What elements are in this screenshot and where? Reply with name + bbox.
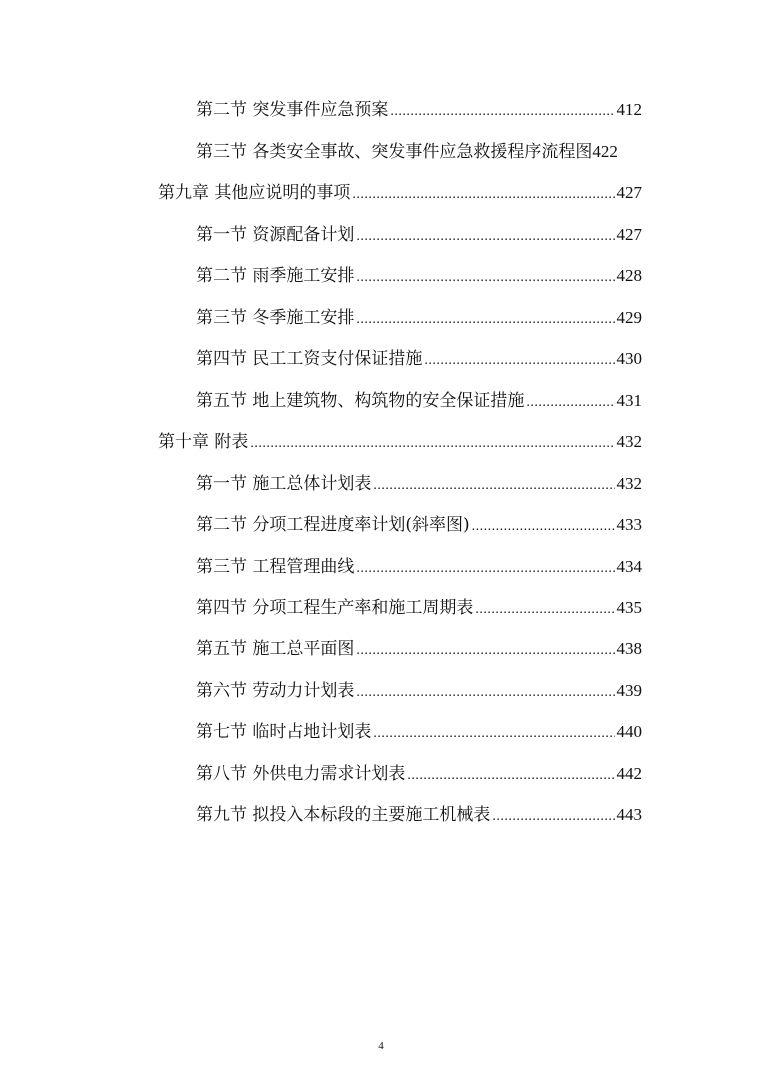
toc-entry-label: 第十章 附表 (158, 432, 249, 452)
toc-leader-dots (492, 805, 614, 829)
toc-entry-page: 427 (616, 225, 642, 244)
toc-entry-label: 第一节 资源配备计划 (196, 225, 355, 245)
toc-entry-label: 第六节 劳动力计划表 (196, 681, 355, 701)
toc-entry-page: 438 (616, 639, 642, 658)
toc-entry[interactable] (196, 555, 642, 579)
toc-entry-label: 第二节 分项工程进度率计划(斜率图) (196, 515, 470, 535)
toc-leader-dots (356, 225, 614, 249)
toc-leader-dots (356, 557, 614, 581)
toc-entry-page: 412 (616, 100, 642, 119)
toc-leader-dots (356, 266, 614, 290)
toc-leader-dots (526, 391, 614, 415)
toc-leader-dots (373, 474, 614, 498)
toc-entry-page: 431 (616, 391, 642, 410)
toc-entry-page: 432 (616, 474, 642, 493)
toc-entry-label: 第五节 施工总平面图 (196, 639, 355, 659)
toc-entry[interactable] (196, 803, 642, 827)
toc-leader-dots (390, 100, 614, 124)
toc-entry-label: 第七节 临时占地计划表 (196, 722, 372, 742)
toc-entry-page: 429 (616, 308, 642, 327)
toc-chapter-entry[interactable] (158, 181, 642, 205)
toc-leader-dots (356, 308, 614, 332)
toc-entry-label: 第四节 分项工程生产率和施工周期表 (196, 598, 474, 618)
toc-entry-label: 第五节 地上建筑物、构筑物的安全保证措施 (196, 391, 525, 411)
toc-entry[interactable] (196, 679, 642, 703)
toc-entry-label: 第二节 雨季施工安排 (196, 266, 355, 286)
toc-entry[interactable] (196, 513, 642, 537)
toc-entry-page: 443 (616, 805, 642, 824)
toc-entry-label: 第三节 工程管理曲线 (196, 557, 355, 577)
toc-entry-page: 427 (616, 183, 642, 202)
toc-leader-dots (356, 681, 614, 705)
toc-entry[interactable] (196, 140, 642, 164)
toc-entry[interactable] (196, 347, 642, 371)
toc-entry-label: 第三节 各类安全事故、突发事件应急救援程序流程图 (196, 142, 593, 162)
toc-entry-page: 440 (616, 722, 642, 741)
toc-entry-page: 434 (616, 557, 642, 576)
toc-entry-label: 第九章 其他应说明的事项 (158, 183, 351, 203)
toc-leader-dots (373, 722, 614, 746)
toc-entry-page: 442 (616, 764, 642, 783)
toc-entry-page: 430 (616, 349, 642, 368)
toc-entry-label: 第九节 拟投入本标段的主要施工机械表 (196, 805, 491, 825)
toc-entry[interactable] (196, 98, 642, 122)
toc-leader-dots (356, 639, 614, 663)
toc-entry[interactable] (196, 637, 642, 661)
toc-entry[interactable] (196, 762, 642, 786)
toc-entry[interactable] (196, 306, 642, 330)
toc-entry-label: 第八节 外供电力需求计划表 (196, 764, 406, 784)
toc-leader-dots (424, 349, 614, 373)
toc-entry-page: 435 (616, 598, 642, 617)
toc-leader-dots (472, 515, 615, 539)
toc-entry[interactable] (196, 223, 642, 247)
toc-entry[interactable] (196, 720, 642, 744)
toc-entry[interactable] (196, 264, 642, 288)
toc-entry-page: 428 (616, 266, 642, 285)
toc-entry[interactable] (196, 472, 642, 496)
toc-entry-label: 第四节 民工工资支付保证措施 (196, 349, 423, 369)
toc-entry[interactable] (196, 596, 642, 620)
toc-entry-label: 第三节 冬季施工安排 (196, 308, 355, 328)
toc-entry-page: 433 (616, 515, 642, 534)
toc-entry-page: 439 (616, 681, 642, 700)
toc-entry-label: 第二节 突发事件应急预案 (196, 100, 389, 120)
page-number: 4 (378, 1040, 384, 1052)
toc-entry-page: 432 (616, 432, 642, 451)
toc-leader-dots (352, 183, 614, 207)
toc-entry[interactable] (196, 389, 642, 413)
toc-leader-dots (407, 764, 614, 788)
toc-leader-dots (250, 432, 614, 456)
toc-entry-page: 422 (592, 142, 618, 161)
toc-entry-label: 第一节 施工总体计划表 (196, 474, 372, 494)
toc-leader-dots (475, 598, 614, 622)
toc-chapter-entry[interactable] (158, 430, 642, 454)
